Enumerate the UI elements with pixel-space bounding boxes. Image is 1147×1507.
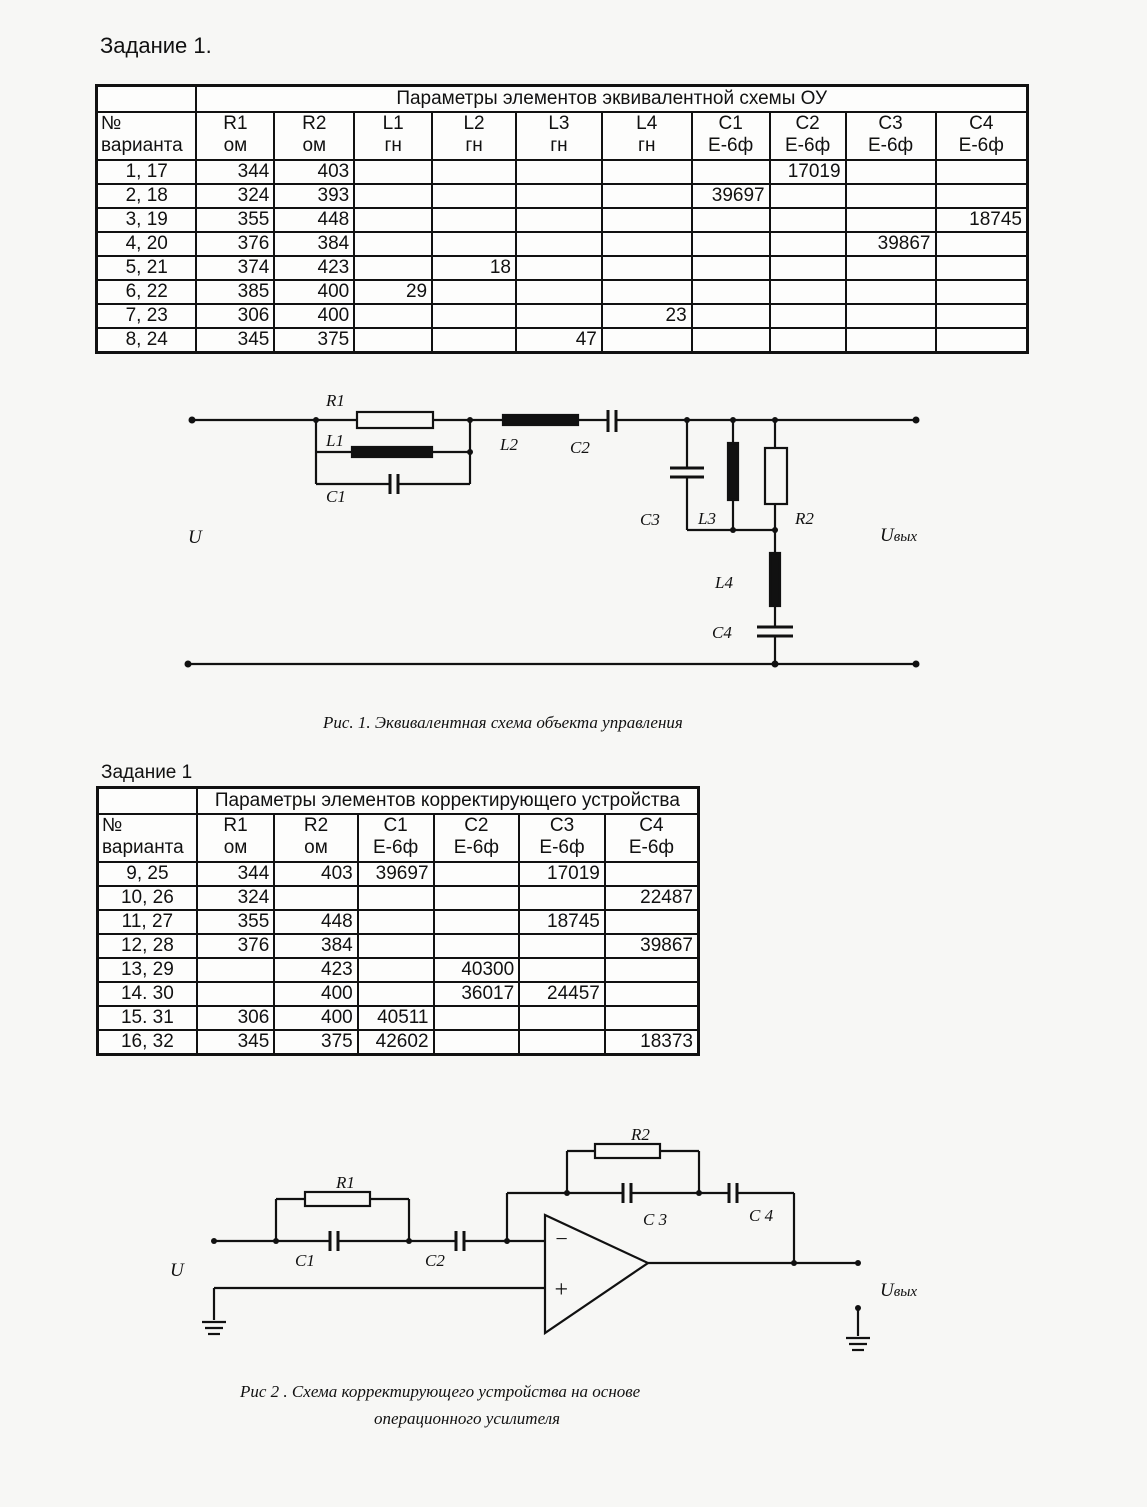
column-name: R1 [223,815,248,836]
value-cell: 355 [197,910,275,934]
junction-dot [504,1238,510,1244]
variant-header-number-sign: № [102,815,123,836]
label-r2: R2 [631,1125,650,1144]
value-cell: 324 [196,184,274,208]
label-output-voltage: Uвых [880,1280,918,1301]
variant-header-corner [98,788,197,815]
value-cell: 376 [196,232,274,256]
value-cell: 39697 [692,184,770,208]
value-cell: 375 [274,1030,357,1055]
column-name: L1 [382,113,404,134]
value-cell: 423 [274,958,357,982]
value-cell: 344 [196,160,274,184]
column-name: L4 [636,113,658,134]
figure2-opamp-schematic [0,1100,1147,1400]
label-c1: C1 [295,1251,315,1270]
variant-cell: 16, 32 [98,1030,197,1055]
junction-dot [791,1260,797,1266]
junction-dot [564,1190,570,1196]
junction-dot [467,449,473,455]
task1-heading: Задание 1. [100,33,212,58]
figure2-caption-line1: Рис 2 . Схема корректирующего устройства на основе [240,1382,641,1401]
column-name: C2 [795,113,820,134]
label-l3: L3 [698,509,716,528]
column-header [434,814,520,862]
column-unit: Е-6ф [628,837,675,858]
value-cell: 17019 [770,160,846,184]
resistor-r1-symbol [357,412,433,428]
value-cell: 39867 [605,934,699,958]
inductor-l4-symbol [770,553,780,606]
value-cell: 42602 [358,1030,434,1055]
value-cell [605,862,699,886]
column-header [605,814,699,862]
column-name: C4 [969,113,994,134]
column-unit: Е-6ф [539,837,585,858]
variant-cell: 7, 23 [97,304,197,328]
variant-cell: 13, 29 [98,958,197,982]
column-unit: Е-6ф [867,135,914,156]
label-c3: C 3 [643,1210,668,1229]
variant-cell: 6, 22 [97,280,197,304]
label-l4: L4 [715,573,733,592]
column-unit: Е-6ф [373,837,419,858]
column-name: R2 [302,113,327,134]
value-cell [358,910,434,934]
variant-header [98,814,197,862]
value-cell [434,934,520,958]
value-cell: 403 [274,862,357,886]
value-cell: 324 [197,886,275,910]
value-cell: 400 [274,280,354,304]
junction-dot [730,527,736,533]
value-cell: 384 [274,232,354,256]
table-row [98,910,699,934]
label-c4: C 4 [749,1206,774,1225]
figure2-caption-line2: операционного усилителя [374,1409,561,1428]
value-cell: 393 [274,184,354,208]
inductor-l3-symbol [728,443,738,500]
junction-dot [772,661,779,668]
value-cell: 47 [516,328,602,353]
value-cell: 23 [602,304,692,328]
column-unit: гн [638,135,656,156]
value-cell: 306 [196,304,274,328]
label-c4: C4 [712,623,732,642]
column-name: C4 [639,815,664,836]
column-name: C1 [383,815,408,836]
value-cell: 17019 [519,862,605,886]
table-group-header: Параметры элементов корректирующего устройства [197,788,699,815]
value-cell: 374 [196,256,274,280]
column-unit: Е-6ф [708,135,754,156]
table-row [98,958,699,982]
value-cell: 29 [354,280,432,304]
column-name: R2 [303,815,329,836]
figure1-caption: Рис. 1. Эквивалентная схема объекта управления [323,713,683,732]
value-cell [358,982,434,1006]
junction-dot [273,1238,279,1244]
variant-cell: 8, 24 [97,328,197,353]
column-name: L2 [463,113,485,134]
value-cell [358,934,434,958]
value-cell [519,934,605,958]
value-cell: 400 [274,1006,357,1030]
table-row [98,1006,699,1030]
table-group-header: Параметры элементов эквивалентной схемы ОУ [196,86,1027,113]
value-cell: 22487 [605,886,699,910]
value-cell [605,910,699,934]
junction-dot [772,527,778,533]
table-row [98,934,699,958]
value-cell: 39697 [358,862,434,886]
column-name: C3 [878,113,903,134]
terminal-dot [189,417,196,424]
variant-cell: 14. 30 [98,982,197,1006]
resistor-r2-symbol [595,1144,660,1158]
column-name: C1 [718,113,743,134]
value-cell [519,886,605,910]
table-row [98,862,699,886]
column-name: C3 [549,815,575,836]
table-row [98,886,699,910]
variant-cell: 5, 21 [97,256,197,280]
column-name: R1 [223,113,248,134]
label-r1: R1 [336,1173,355,1192]
variant-cell: 12, 28 [98,934,197,958]
column-unit: ом [223,837,248,858]
label-c1: C1 [326,487,346,506]
value-cell: 448 [274,208,354,232]
label-input-voltage: U [170,1260,184,1281]
variant-cell: 1, 17 [97,160,197,184]
junction-dot [696,1190,702,1196]
variant-header-number-sign: № [101,113,122,134]
value-cell [519,958,605,982]
value-cell [434,886,520,910]
value-cell: 448 [274,910,357,934]
column-unit: гн [384,135,402,156]
value-cell [197,958,275,982]
variant-cell: 3, 19 [97,208,197,232]
value-cell: 344 [197,862,275,886]
junction-dot [772,417,778,423]
value-cell [274,886,357,910]
junction-dot [313,417,319,423]
junction-dot [730,417,736,423]
label-r1: R1 [326,391,345,410]
value-cell: 36017 [434,982,520,1006]
value-cell [605,982,699,1006]
value-cell: 384 [274,934,357,958]
value-cell: 40511 [358,1006,434,1030]
label-l2: L2 [500,435,518,454]
value-cell: 400 [274,304,354,328]
label-l1: L1 [326,431,344,450]
value-cell: 355 [196,208,274,232]
value-cell: 24457 [519,982,605,1006]
value-cell [519,1006,605,1030]
terminal-dot [185,661,192,668]
column-unit: ом [223,135,248,156]
opamp-noninverting-input-sign: + [553,1277,570,1303]
label-input-voltage: U [188,527,202,548]
table-row [98,982,699,1006]
column-header [358,814,434,862]
terminal-dot [855,1305,861,1311]
value-cell: 403 [274,160,354,184]
value-cell [434,1030,520,1055]
value-cell: 375 [274,328,354,353]
inductor-l2-symbol [503,415,578,425]
resistor-r2-symbol [765,448,787,504]
variant-header-label: варианта [101,135,183,156]
column-header [274,814,357,862]
value-cell: 345 [196,328,274,353]
variant-cell: 4, 20 [97,232,197,256]
value-cell: 18373 [605,1030,699,1055]
terminal-dot [855,1260,861,1266]
column-unit: Е-6ф [453,837,499,858]
task2-heading: Задание 1 [101,762,193,783]
label-c2: C2 [570,438,590,457]
column-unit: Е-6ф [958,135,1004,156]
value-cell: 345 [197,1030,275,1055]
label-r2: R2 [795,509,814,528]
junction-dot [684,417,690,423]
label-c2: C2 [425,1251,445,1270]
value-cell: 306 [197,1006,275,1030]
variant-cell: 11, 27 [98,910,197,934]
value-cell [197,982,275,1006]
inductor-l1-symbol [352,447,432,457]
column-unit: гн [465,135,483,156]
resistor-r1-symbol [305,1192,370,1206]
table-row [98,1030,699,1055]
value-cell: 40300 [434,958,520,982]
value-cell: 39867 [846,232,936,256]
value-cell: 400 [274,982,357,1006]
value-cell [605,1006,699,1030]
task2-parameters-table [96,786,700,1056]
value-cell [358,958,434,982]
column-unit: ом [304,837,328,858]
value-cell: 385 [196,280,274,304]
value-cell: 18 [432,256,516,280]
terminal-dot [913,417,920,424]
value-cell [358,886,434,910]
column-unit: гн [550,135,568,156]
column-name: L3 [548,113,570,134]
junction-dot [406,1238,412,1244]
value-cell [605,958,699,982]
variant-cell: 15. 31 [98,1006,197,1030]
label-c3: C3 [640,510,660,529]
value-cell: 376 [197,934,275,958]
variant-cell: 10, 26 [98,886,197,910]
value-cell: 423 [274,256,354,280]
column-header [519,814,605,862]
figure1-circuit-schematic [0,0,1147,700]
value-cell: 18745 [519,910,605,934]
terminal-dot [913,661,920,668]
column-unit: ом [302,135,327,156]
column-unit: Е-6ф [785,135,831,156]
value-cell [434,910,520,934]
terminal-dot [211,1238,217,1244]
variant-cell: 9, 25 [98,862,197,886]
variant-header-label: варианта [102,837,184,858]
value-cell: 18745 [936,208,1028,232]
label-output-voltage: Uвых [880,525,918,546]
opamp-inverting-input-sign: − [554,1226,569,1251]
column-name: C2 [464,815,489,836]
column-header [197,814,275,862]
variant-cell: 2, 18 [97,184,197,208]
value-cell [434,862,520,886]
value-cell [434,1006,520,1030]
junction-dot [467,417,473,423]
value-cell [519,1030,605,1055]
